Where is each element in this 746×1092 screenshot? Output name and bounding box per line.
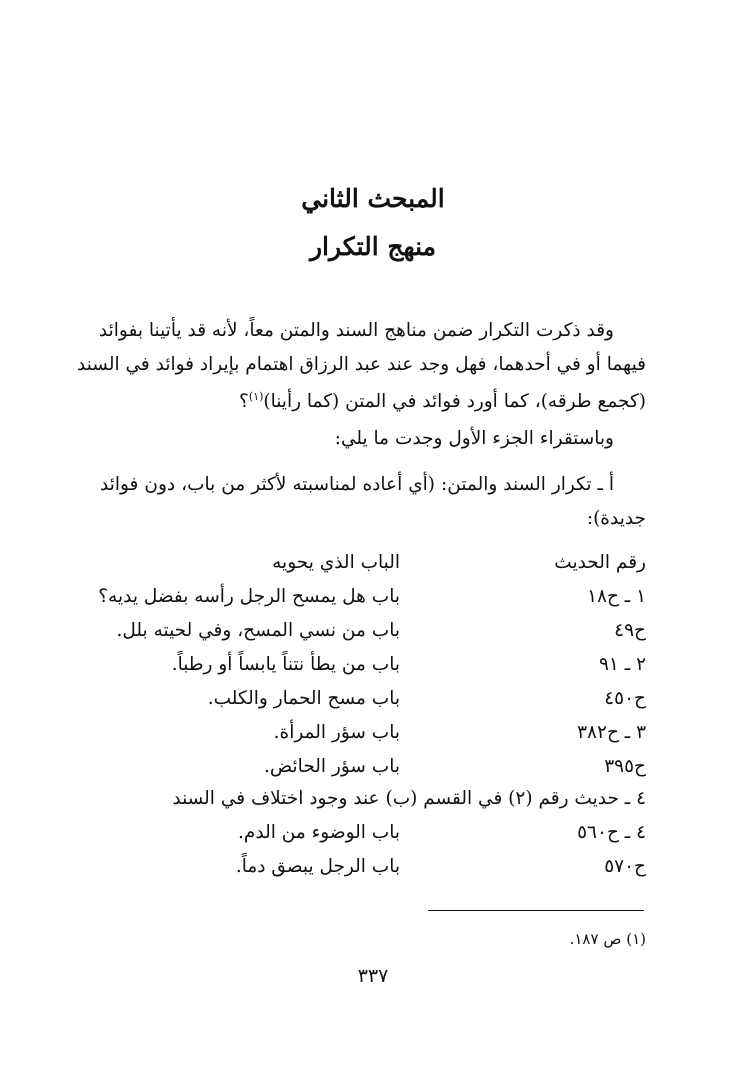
- table-row: [100, 854, 646, 880]
- bab-title: باب الوضوء من الدم.: [238, 822, 400, 843]
- footnote-divider: [428, 910, 644, 911]
- page-number: ٣٣٧: [357, 965, 389, 987]
- table-row: [100, 754, 646, 780]
- table-row: [100, 720, 646, 746]
- item-a-line-2: جديدة):: [586, 508, 646, 529]
- hadith-number: ح٣٩٥: [604, 756, 646, 777]
- table-row: [100, 584, 646, 610]
- bab-title: باب هل يمسح الرجل رأسه بفضل يديه؟: [98, 586, 400, 607]
- intro-line-4: وباستقراء الجزء الأول وجدت ما يلي:: [334, 428, 614, 449]
- hadith-number: ٤ ـ ح٥٦٠: [577, 822, 646, 843]
- bab-title: باب من يطأ نتناً يابساً أو رطباً.: [171, 654, 400, 675]
- footnote-ref: (١): [248, 390, 264, 403]
- table-row: [100, 652, 646, 678]
- hadith-number: ١ ـ ح١٨: [587, 586, 646, 607]
- table-row: [100, 820, 646, 846]
- table-row: [100, 618, 646, 644]
- table-header: [100, 550, 646, 576]
- hadith-number: ٣ ـ ح٣٨٢: [577, 722, 646, 743]
- item-a-line-1: أ ـ تكرار السند والمتن: (أي أعاده لمناسبته لأكثر من باب، دون فوائد: [100, 474, 614, 495]
- table-row: [100, 686, 646, 712]
- bab-title: باب الرجل يبصق دماً.: [235, 856, 400, 877]
- section-heading: المبحث الثاني: [301, 184, 445, 213]
- hadith-number: ح٤٩: [614, 620, 646, 641]
- hadith-number: ح٤٥٠: [604, 688, 646, 709]
- intro-line-3: (كجمع طرقه)، كما أورد فوائد في المتن (كما رأينا)$^{(١)}$؟: [239, 390, 646, 413]
- hadith-number: ح٥٧٠: [604, 856, 646, 877]
- chapter-title: منهج التكرار: [309, 232, 437, 261]
- bab-title: باب مسح الحمار والكلب.: [207, 688, 400, 709]
- footnote: (١) ص ١٨٧.: [569, 930, 646, 948]
- bab-title: باب سؤر الحائض.: [263, 756, 400, 777]
- column-header-number: رقم الحديث: [554, 552, 646, 573]
- bab-title: باب من نسي المسح، وفي لحيته بلل.: [116, 620, 400, 641]
- hadith-number: ٢ ـ ٩١: [599, 654, 646, 675]
- bab-title: باب سؤر المرأة.: [273, 722, 400, 743]
- column-header-bab: الباب الذي يحويه: [272, 552, 400, 573]
- intro-line-2: فيهما أو في أحدهما، فهل وجد عند عبد الرزاق اهتمام بإيراد فوائد في السند: [77, 354, 646, 375]
- intro-line-1: وقد ذكرت التكرار ضمن مناهج السند والمتن معاً، لأنه قد يأتينا بفوائد: [98, 320, 614, 341]
- table-note-row: ٤ ـ حديث رقم (٢) في القسم (ب) عند وجود اختلاف في السند: [172, 788, 646, 809]
